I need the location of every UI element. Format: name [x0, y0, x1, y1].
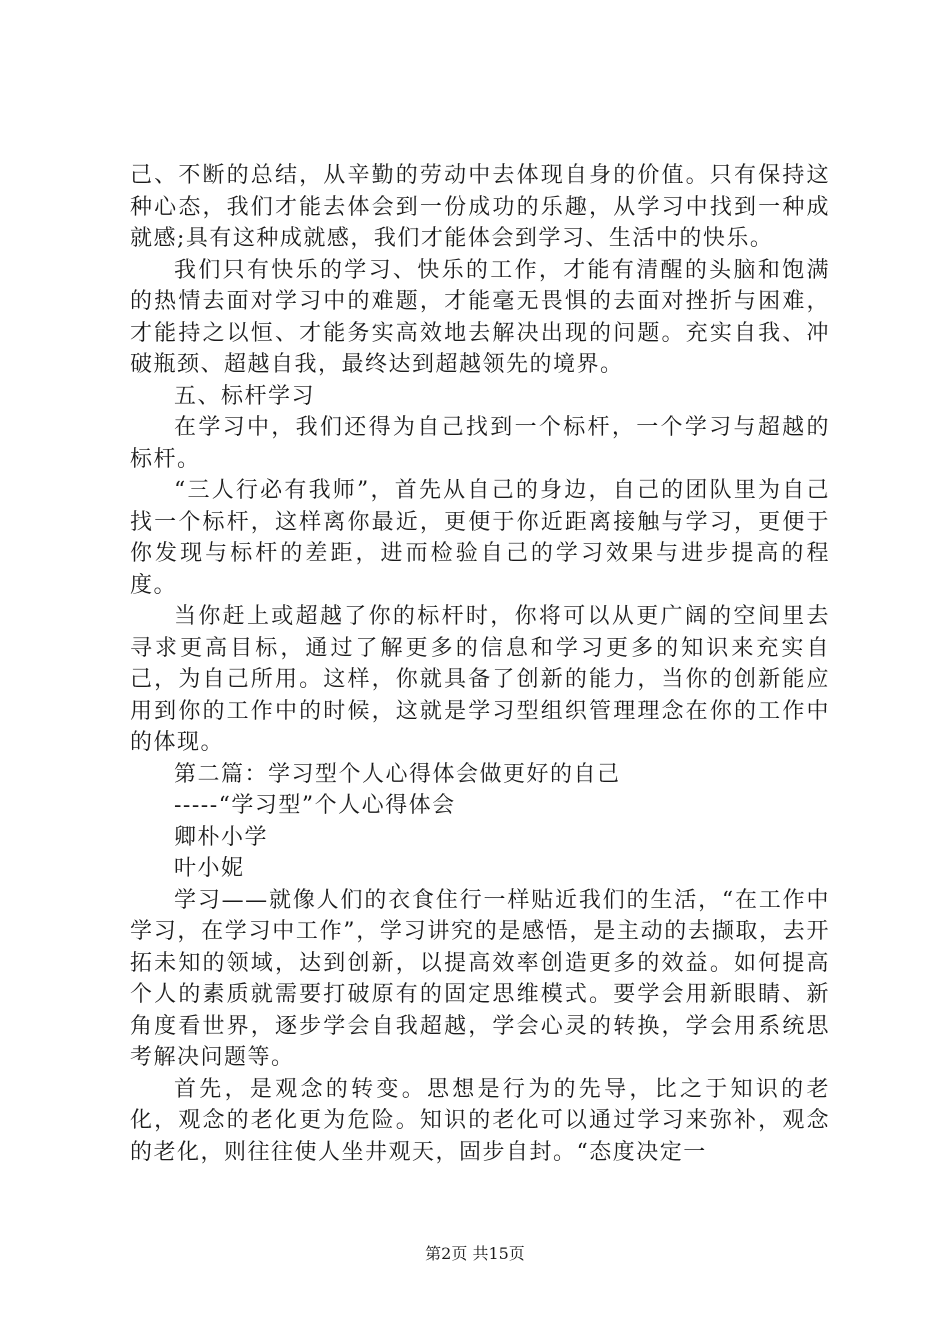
chapter-subtitle: -----“学习型”个人心得体会 — [174, 793, 456, 818]
paragraph-5: 当你赶上或超越了你的标杆时，你将可以从更广阔的空间里去寻求更高目标，通过了解更多的信息和学习更多的知识来充实自己，为自己所用。这样，你就具备了创新的能力，当你的创新能应用到你的工作中的时候，这就是学习型组织管理理念在你的工作中的体现。 — [130, 604, 830, 755]
section-heading-benchmark: 五、标杆学习 — [174, 383, 316, 409]
paragraph-2: 我们只有快乐的学习、快乐的工作，才能有清醒的头脑和饱满的热情去面对学习中的难题，才能毫无畏惧的去面对挫折与困难，才能持之以恒、才能务实高效地去解决出现的问题。充实自我、冲破瓶颈、超越自我，最终达到超越领先的境界。 — [130, 257, 830, 377]
author-name: 叶小妮 — [174, 856, 245, 881]
chapter-title: 第二篇：学习型个人心得体会做更好的自己 — [174, 761, 621, 787]
paragraph-6: 学习——就像人们的衣食住行一样贴近我们的生活，“在工作中学习，在学习中工作”，学习讲究的是感悟，是主动的去撷取，去开拓未知的领域，达到创新，以提高效率创造更多的效益。如何提高个人的素质就需要打破原有的固定思维模式。要学会用新眼睛、新角度看世界，逐步学会自我超越，学会心灵的转换，学会用系统思考解决问题等。 — [130, 887, 830, 1070]
school-name: 卿朴小学 — [174, 824, 269, 850]
paragraph-7: 首先，是观念的转变。思想是行为的先导，比之于知识的老化，观念的老化更为危险。知识的老化可以通过学习来弥补，观念的老化，则往往使人坐井观天，固步自封。“态度决定一 — [130, 1076, 830, 1165]
paragraph-4: “三人行必有我师”，首先从自己的身边，自己的团队里为自己找一个标杆，这样离你最近，更便于你近距离接触与学习，更便于你发现与标杆的差距，进而检验自己的学习效果与进步提高的程度。 — [130, 478, 830, 598]
paragraph-3: 在学习中，我们还得为自己找到一个标杆，一个学习与超越的标杆。 — [130, 415, 830, 472]
document-body — [130, 160, 830, 1168]
paragraph-1: 己、不断的总结，从辛勤的劳动中去体现自身的价值。只有保持这种心态，我们才能去体会到一份成功的乐趣，从学习中找到一种成就感;具有这种成就感，我们才能体会到学习、生活中的快乐。 — [130, 163, 830, 251]
page-number-footer: 第2页 共15页 — [425, 1244, 525, 1263]
